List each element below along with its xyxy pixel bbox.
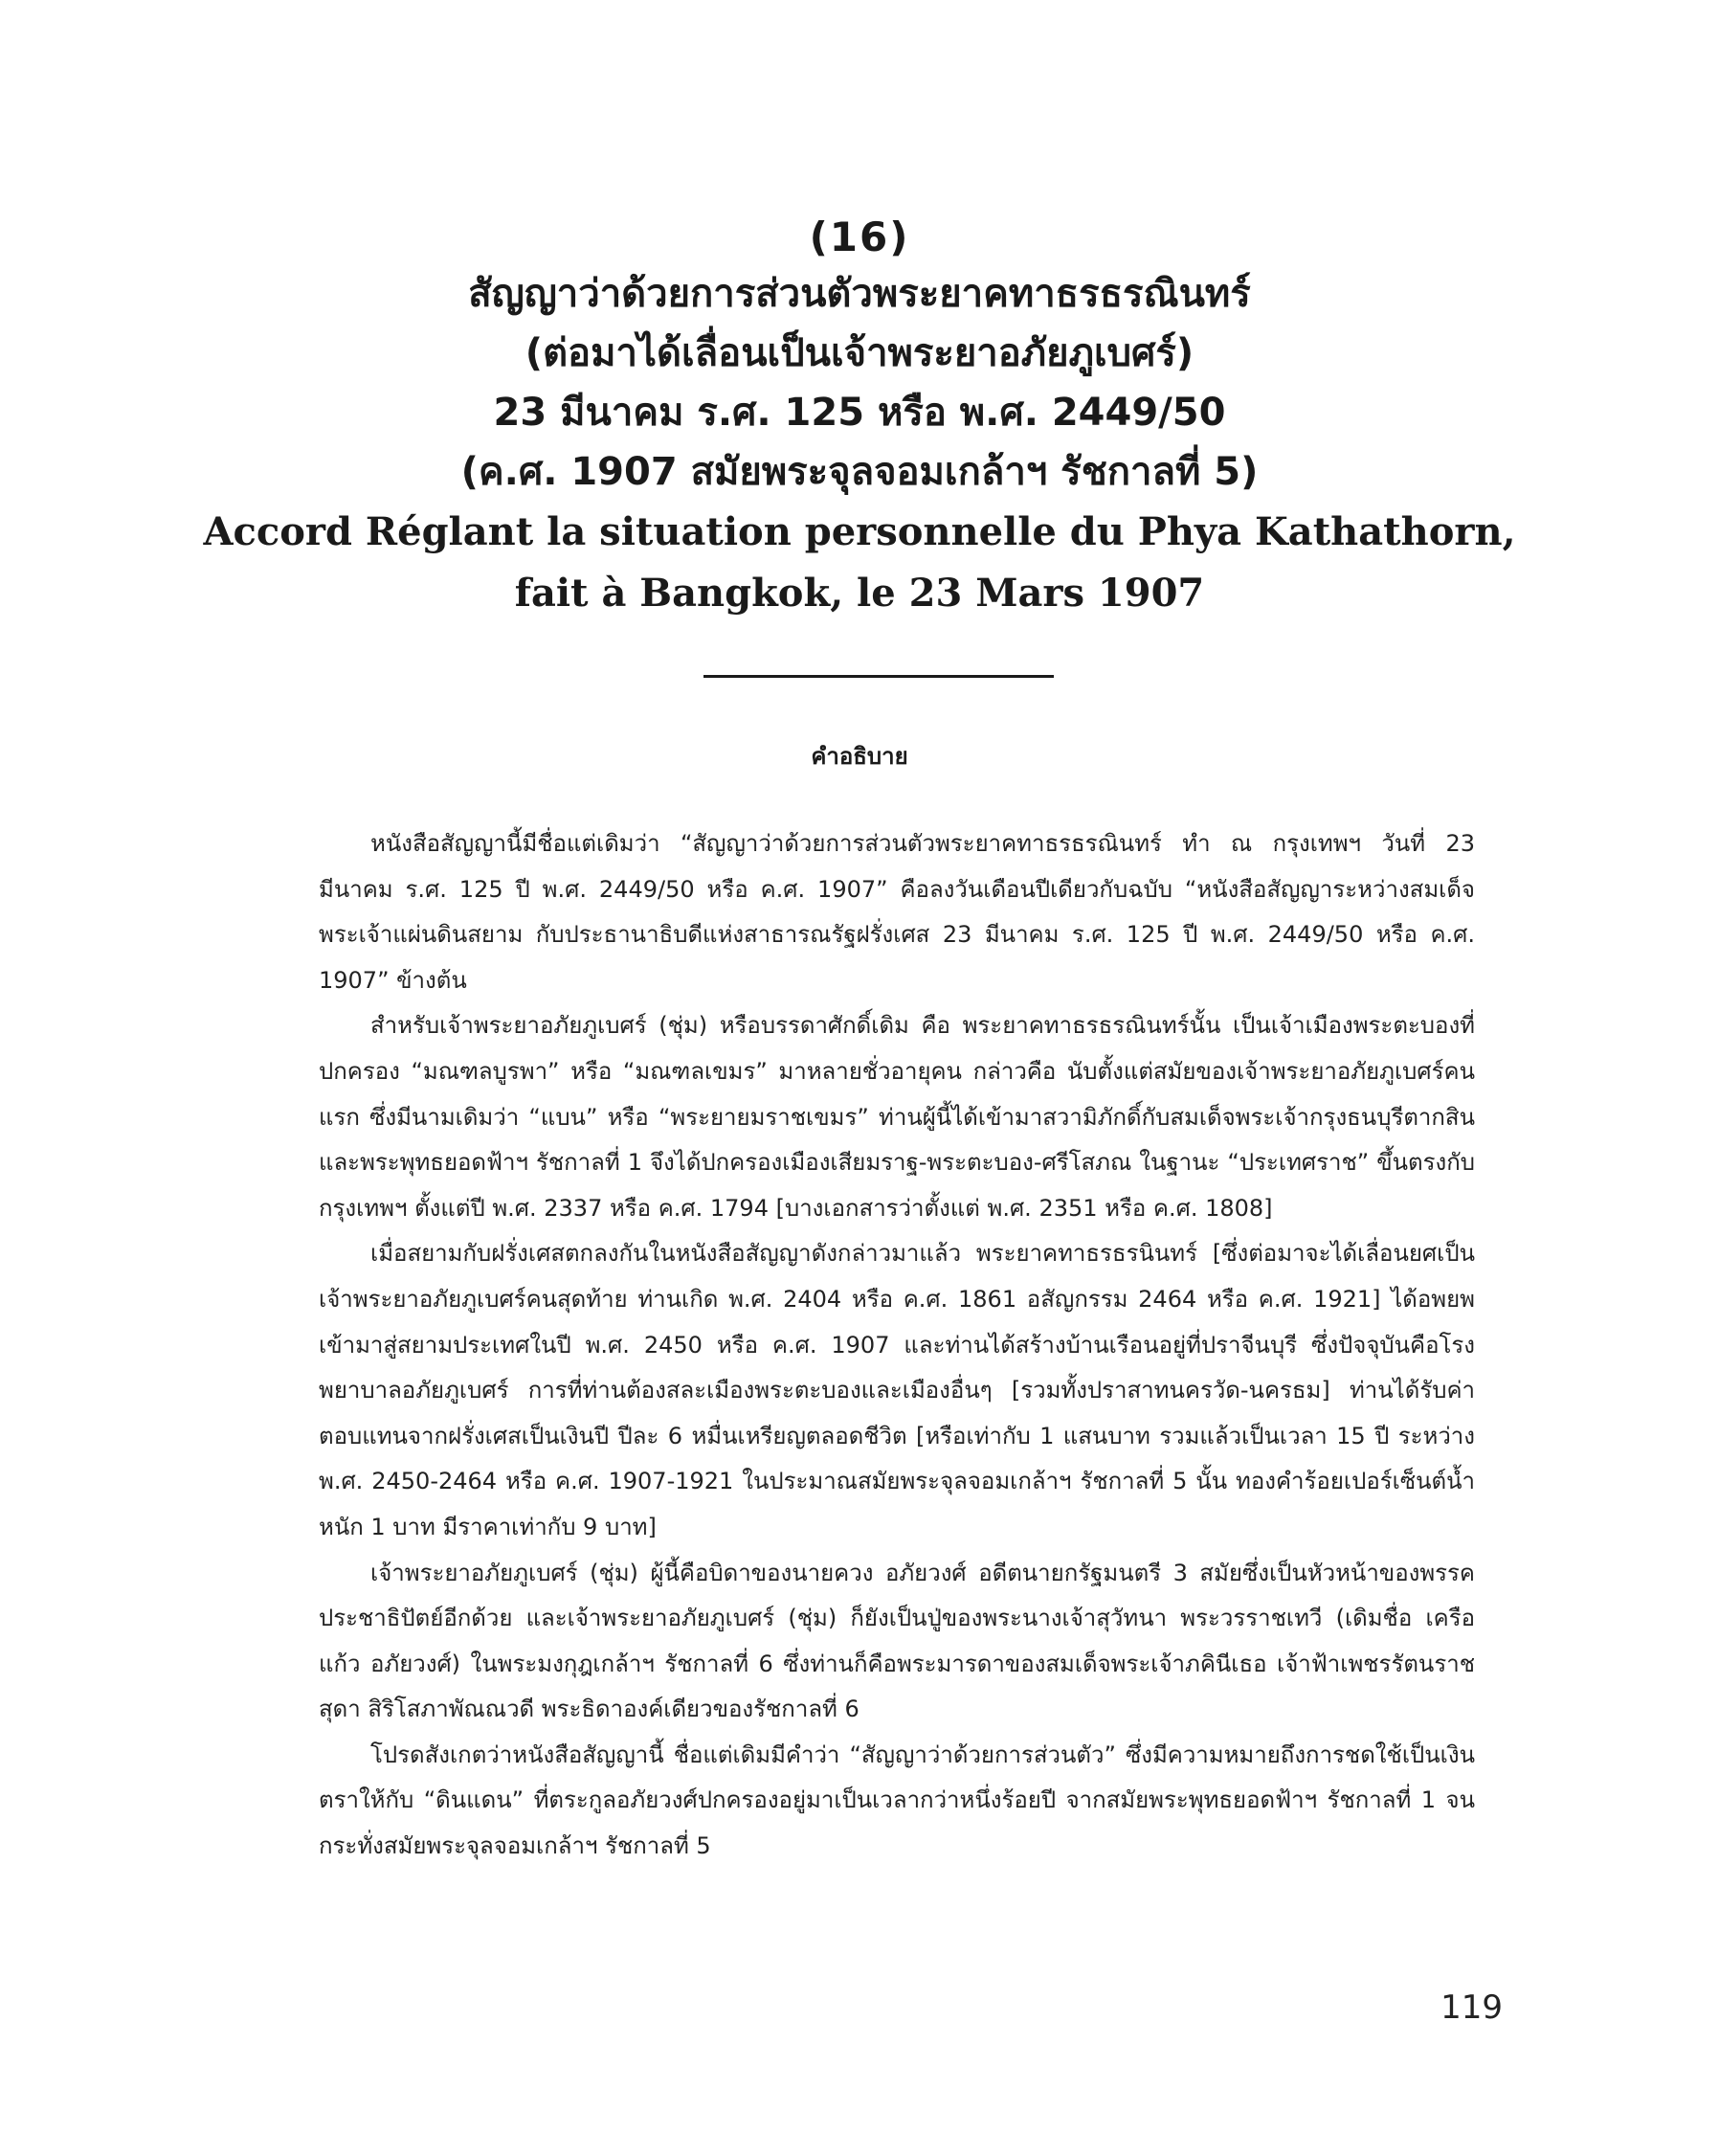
body-text xyxy=(319,821,1475,1870)
heading-block xyxy=(0,211,1719,624)
thai-title-line-3: 23 มีนาคม ร.ศ. 125 หรือ พ.ศ. 2449/50 xyxy=(493,391,1226,435)
section-heading: คำอธิบาย xyxy=(811,743,908,770)
paragraph: หนังสือสัญญานี้มีชื่อแต่เดิมว่า “สัญญาว่าด้วยการส่วนตัวพระยาคทาธรธรณินทร์ ทำ ณ กรุงเทพฯ วันที่ 23 มีนาคม ร.ศ. 125 ปี พ.ศ. 2449/50 หรือ ค.ศ. 1907” คือลงวันเดือนปีเดียวกับฉบับ “หนังสือสัญญาระหว่างสมเด็จพระเจ้าแผ่นดินสยาม กับประธานาธิบดีแห่งสาธารณรัฐฝรั่งเศส 23 มีนาคม ร.ศ. 125 ปี พ.ศ. 2449/50 หรือ ค.ศ. 1907” ข้างต้น xyxy=(319,830,1475,994)
paragraph: เจ้าพระยาอภัยภูเบศร์ (ชุ่ม) ผู้นี้คือบิดาของนายควง อภัยวงศ์ อดีตนายกรัฐมนตรี 3 สมัยซึ่งเป็นหัวหน้าของพรรคประชาธิปัตย์อีกด้วย และเจ้าพระยาอภัยภูเบศร์ (ชุ่ม) ก็ยังเป็นปู่ของพระนางเจ้าสุวัทนา พระวรราชเทวี (เดิมชื่อ เครือแก้ว อภัยวงศ์) ในพระมงกุฎเกล้าฯ รัชกาลที่ 6 ซึ่งท่านก็คือพระมารดาของสมเด็จพระเจ้าภคินีเธอ เจ้าฟ้าเพชรรัตนราชสุดา สิริโสภาพัณณวดี พระธิดาองค์เดียวของรัชกาลที่ 6 xyxy=(319,1559,1475,1723)
thai-title-line-1: สัญญาว่าด้วยการส่วนตัวพระยาคทาธรธรณินทร์ xyxy=(468,272,1251,316)
paragraph: โปรดสังเกตว่าหนังสือสัญญานี้ ชื่อแต่เดิมมีคำว่า “สัญญาว่าด้วยการส่วนตัว” ซึ่งมีความหมายถึงการชดใช้เป็นเงินตราให้กับ “ดินแดน” ที่ตระกูลอภัยวงศ์ปกครองอยู่มาเป็นเวลากว่าหนึ่งร้อยปี จากสมัยพระพุทธยอดฟ้าฯ รัชกาลที่ 1 จนกระทั่งสมัยพระจุลจอมเกล้าฯ รัชกาลที่ 5 xyxy=(319,1741,1475,1860)
french-title-line-1: Accord Réglant la situation personnelle du Phya Kathathorn, xyxy=(203,509,1516,554)
page-number: 119 xyxy=(1440,1988,1503,2027)
chapter-number: (16) xyxy=(809,213,910,260)
thai-title-line-2: (ต่อมาได้เลื่อนเป็นเจ้าพระยาอภัยภูเบศร์) xyxy=(525,331,1194,375)
french-title-line-2: fait à Bangkok, le 23 Mars 1907 xyxy=(514,571,1205,616)
paragraph: สำหรับเจ้าพระยาอภัยภูเบศร์ (ชุ่ม) หรือบรรดาศักดิ์เดิม คือ พระยาคทาธรธรณินทร์นั้น เป็นเจ้าเมืองพระตะบองที่ปกครอง “มณฑลบูรพา” หรือ “มณฑลเขมร” มาหลายชั่วอายุคน กล่าวคือ นับตั้งแต่สมัยของเจ้าพระยาอภัยภูเบศร์คนแรก ซึ่งมีนามเดิมว่า “แบน” หรือ “พระยายมราชเขมร” ท่านผู้นี้ได้เข้ามาสวามิภักดิ์กับสมเด็จพระเจ้ากรุงธนบุรีตากสิน และพระพุทธยอดฟ้าฯ รัชกาลที่ 1 จึงได้ปกครองเมืองเสียมราฐ-พระตะบอง-ศรีโสภณ ในฐานะ “ประเทศราช” ขึ้นตรงกับกรุงเทพฯ ตั้งแต่ปี พ.ศ. 2337 หรือ ค.ศ. 1794 [บางเอกสารว่าตั้งแต่ พ.ศ. 2351 หรือ ค.ศ. 1808] xyxy=(319,1012,1475,1222)
title-divider xyxy=(703,675,1054,678)
paragraph: เมื่อสยามกับฝรั่งเศสตกลงกันในหนังสือสัญญาดังกล่าวมาแล้ว พระยาคทาธรธรนินทร์ [ซึ่งต่อมาจะได้เลื่อนยศเป็นเจ้าพระยาอภัยภูเบศร์คนสุดท้าย ท่านเกิด พ.ศ. 2404 หรือ ค.ศ. 1861 อสัญกรรม 2464 หรือ ค.ศ. 1921] ได้อพยพเข้ามาสู่สยามประเทศในปี พ.ศ. 2450 หรือ ค.ศ. 1907 และท่านได้สร้างบ้านเรือนอยู่ที่ปราจีนบุรี ซึ่งปัจจุบันคือโรงพยาบาลอภัยภูเบศร์ การที่ท่านต้องสละเมืองพระตะบองและเมืองอื่นๆ [รวมทั้งปราสาทนครวัด-นครธม] ท่านได้รับค่าตอบแทนจากฝรั่งเศสเป็นเงินปี ปีละ 6 หมื่นเหรียญตลอดชีวิต [หรือเท่ากับ 1 แสนบาท รวมแล้วเป็นเวลา 15 ปี ระหว่าง พ.ศ. 2450-2464 หรือ ค.ศ. 1907-1921 ในประมาณสมัยพระจุลจอมเกล้าฯ รัชกาลที่ 5 นั้น ทองคำร้อยเปอร์เซ็นต์น้ำหนัก 1 บาท มีราคาเท่ากับ 9 บาท] xyxy=(319,1240,1475,1540)
thai-title-line-4: (ค.ศ. 1907 สมัยพระจุลจอมเกล้าฯ รัชกาลที่ 5) xyxy=(460,450,1259,494)
